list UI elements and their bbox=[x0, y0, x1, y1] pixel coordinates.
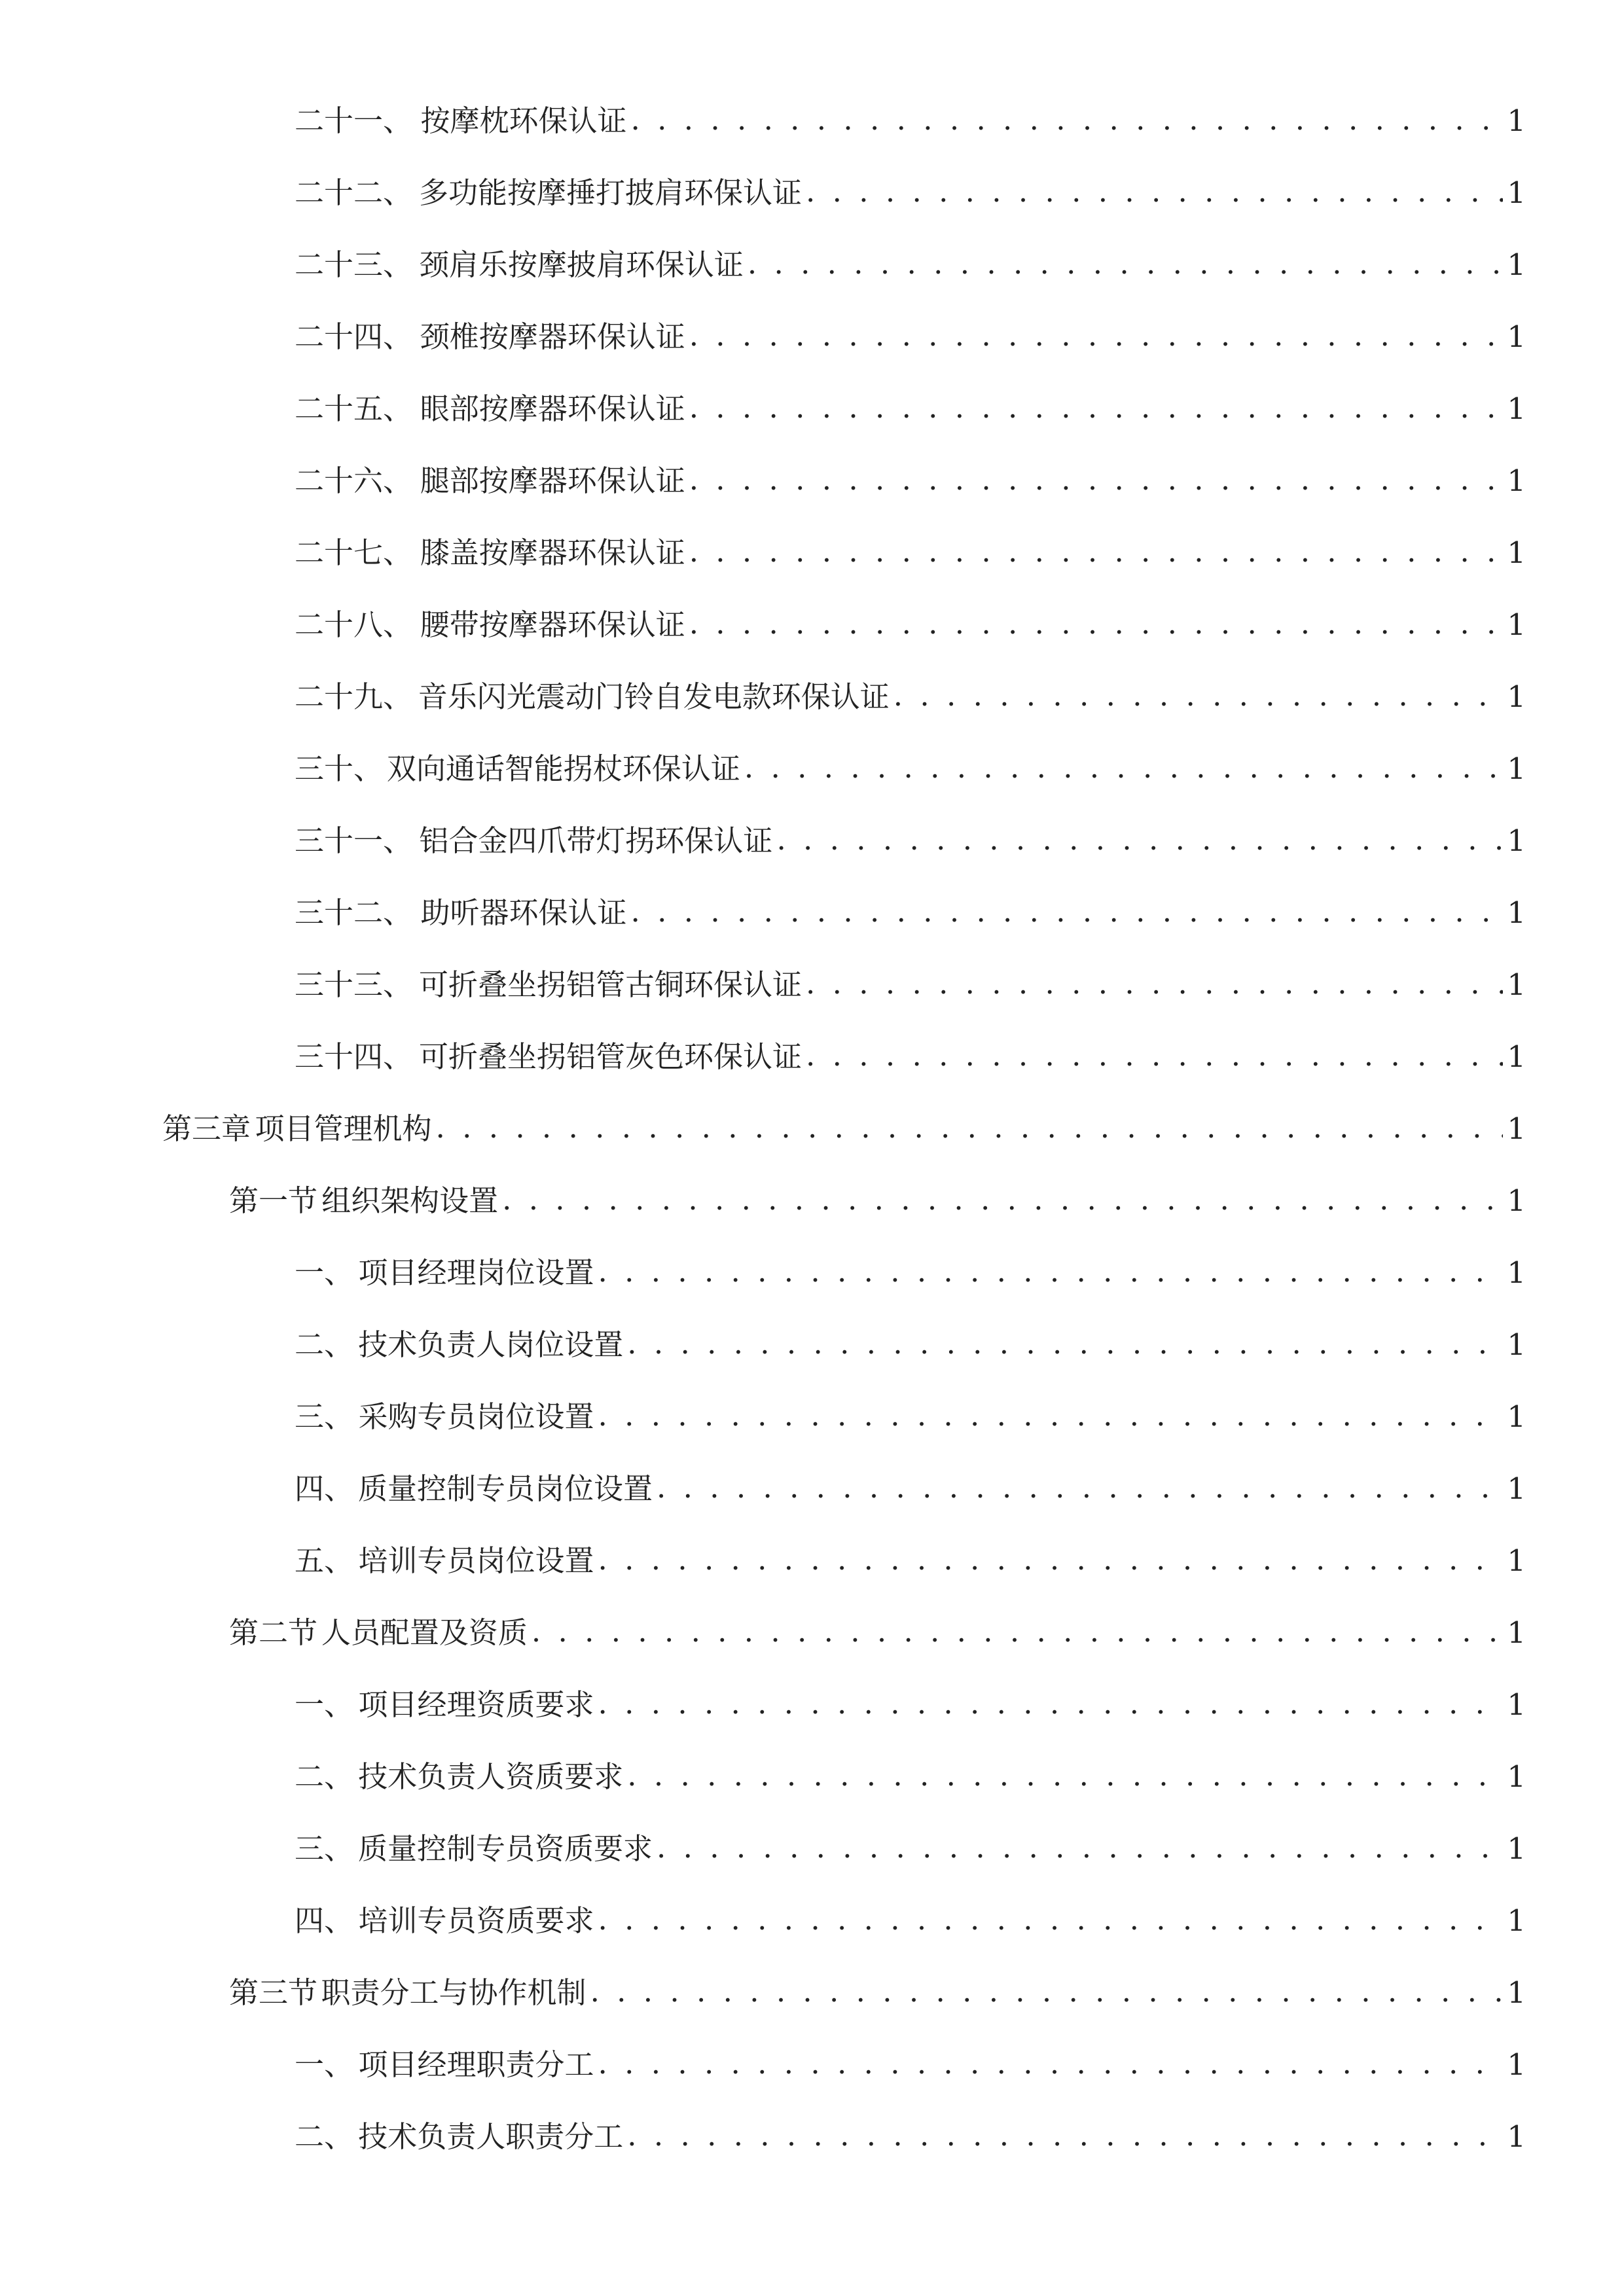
toc-leader-dots bbox=[689, 313, 1504, 359]
toc-entry[interactable] bbox=[295, 98, 1624, 144]
toc-leader-dots bbox=[436, 1105, 1504, 1151]
toc-entry-number: 三十三、 bbox=[295, 967, 413, 1002]
toc-leader-dots bbox=[689, 457, 1504, 503]
toc-entry-page: 1 bbox=[1507, 1543, 1526, 1578]
toc-entry-page: 1 bbox=[1507, 679, 1526, 714]
toc-entry[interactable] bbox=[295, 386, 1624, 432]
toc-entry-title: 组织架构设置 bbox=[321, 1183, 499, 1218]
toc-entry-page: 1 bbox=[1507, 247, 1526, 282]
toc-entry[interactable] bbox=[295, 1754, 1624, 1800]
toc-entry-number: 一、 bbox=[295, 1255, 354, 1290]
toc-entry-title: 膝盖按摩器环保认证 bbox=[420, 535, 685, 570]
toc-entry-title: 眼部按摩器环保认证 bbox=[420, 391, 685, 426]
toc-leader-dots bbox=[657, 1825, 1503, 1871]
toc-entry-title: 可折叠坐拐铝管灰色环保认证 bbox=[419, 1039, 803, 1074]
toc-leader-dots bbox=[598, 2041, 1504, 2087]
toc-leader-dots bbox=[744, 745, 1503, 791]
toc-leader-dots bbox=[689, 529, 1504, 575]
toc-entry-page: 1 bbox=[1507, 175, 1526, 210]
toc-entry-number: 三、 bbox=[295, 1831, 354, 1866]
toc-entry-page: 1 bbox=[1507, 1255, 1526, 1290]
toc-entry-title: 按摩枕环保认证 bbox=[420, 103, 627, 138]
toc-leader-dots bbox=[532, 1609, 1503, 1655]
toc-entry-page: 1 bbox=[1507, 1759, 1526, 1794]
toc-entry-number: 四、 bbox=[295, 1903, 354, 1938]
toc-leader-dots bbox=[627, 1321, 1503, 1367]
toc-entry-title: 质量控制专员资质要求 bbox=[358, 1831, 653, 1866]
toc-entry-number: 二十六、 bbox=[295, 463, 413, 498]
toc-entry-page: 1 bbox=[1507, 823, 1526, 858]
toc-leader-dots bbox=[627, 1753, 1503, 1799]
toc-entry-title: 腰带按摩器环保认证 bbox=[420, 607, 685, 642]
toc-entry[interactable] bbox=[295, 962, 1624, 1008]
toc-entry[interactable] bbox=[295, 1898, 1624, 1944]
toc-leader-dots bbox=[806, 1033, 1503, 1079]
toc-leader-dots bbox=[657, 1465, 1503, 1511]
toc-leader-dots bbox=[631, 889, 1504, 935]
toc-entry-title: 铝合金四爪带灯拐环保认证 bbox=[419, 823, 773, 858]
toc-entry[interactable] bbox=[295, 1250, 1624, 1296]
toc-entry[interactable] bbox=[295, 314, 1624, 360]
toc-entry-page: 1 bbox=[1507, 391, 1526, 426]
toc-entry-title: 技术负责人岗位设置 bbox=[358, 1327, 624, 1362]
toc-entry[interactable] bbox=[295, 1826, 1624, 1872]
toc-entry-page: 1 bbox=[1507, 751, 1526, 786]
toc-entry-number: 二十九、 bbox=[295, 679, 413, 714]
toc-entry-number: 五、 bbox=[295, 1543, 354, 1578]
toc-leader-dots bbox=[689, 385, 1504, 431]
toc-entry-page: 1 bbox=[1507, 1687, 1526, 1722]
toc-entry-number: 二十三、 bbox=[295, 247, 413, 282]
toc-entry[interactable] bbox=[295, 602, 1624, 648]
toc-entry-number: 三十四、 bbox=[295, 1039, 413, 1074]
toc-entry-page: 1 bbox=[1507, 1327, 1526, 1362]
toc-entry[interactable] bbox=[295, 1538, 1624, 1584]
toc-entry-title: 采购专员岗位设置 bbox=[358, 1399, 594, 1434]
toc-entry-title: 技术负责人职责分工 bbox=[358, 2119, 624, 2154]
toc-entry-title: 项目经理职责分工 bbox=[358, 2047, 594, 2082]
toc-entry-title: 培训专员岗位设置 bbox=[358, 1543, 594, 1578]
toc-entry-title: 项目经理资质要求 bbox=[358, 1687, 594, 1722]
toc-entry[interactable] bbox=[295, 1322, 1624, 1368]
toc-entry-number: 三十、 bbox=[295, 751, 384, 786]
toc-entry[interactable] bbox=[295, 674, 1624, 720]
toc-entry-page: 1 bbox=[1507, 535, 1526, 570]
toc-leader-dots bbox=[598, 1393, 1504, 1439]
toc-entry[interactable] bbox=[295, 530, 1624, 576]
toc-entry-title: 音乐闪光震动门铃自发电款环保认证 bbox=[418, 679, 890, 714]
toc-entry[interactable] bbox=[295, 458, 1624, 504]
toc-entry-number: 一、 bbox=[295, 1687, 354, 1722]
toc-entry-page: 1 bbox=[1507, 2119, 1526, 2154]
toc-leader-dots bbox=[598, 1681, 1504, 1727]
toc-entry-page: 1 bbox=[1507, 1183, 1526, 1218]
toc-entry-page: 1 bbox=[1507, 895, 1526, 930]
toc-entry-title: 项目经理岗位设置 bbox=[358, 1255, 594, 1290]
toc-leader-dots bbox=[776, 817, 1503, 863]
toc-entry[interactable] bbox=[295, 890, 1624, 936]
toc-entry-title: 腿部按摩器环保认证 bbox=[420, 463, 685, 498]
toc-entry-page: 1 bbox=[1507, 1111, 1526, 1146]
toc-entry-page: 1 bbox=[1507, 1831, 1526, 1866]
toc-entry-title: 培训专员资质要求 bbox=[358, 1903, 594, 1938]
toc-entry-number: 三十二、 bbox=[295, 895, 413, 930]
toc-entry-number: 二十一、 bbox=[295, 103, 413, 138]
toc-entry-title: 技术负责人资质要求 bbox=[358, 1759, 624, 1794]
toc-entry-page: 1 bbox=[1507, 1615, 1526, 1650]
toc-leader-dots bbox=[502, 1177, 1503, 1223]
toc-entry[interactable] bbox=[295, 2042, 1624, 2088]
toc-entry-page: 1 bbox=[1507, 103, 1526, 138]
toc-entry-page: 1 bbox=[1507, 967, 1526, 1002]
toc-leader-dots bbox=[598, 1537, 1504, 1583]
toc-entry-number: 二、 bbox=[295, 1327, 354, 1362]
toc-entry-number: 三十一、 bbox=[295, 823, 413, 858]
toc-entry-title: 项目管理机构 bbox=[255, 1111, 432, 1146]
toc-leader-dots bbox=[627, 2113, 1503, 2159]
toc-entry-page: 1 bbox=[1507, 1039, 1526, 1074]
toc-entry-number: 二、 bbox=[295, 1759, 354, 1794]
toc-entry[interactable] bbox=[295, 1034, 1624, 1080]
toc-entry-number: 二十八、 bbox=[295, 607, 413, 642]
toc-section-entry[interactable] bbox=[229, 1178, 1624, 1224]
toc-entry[interactable] bbox=[295, 2114, 1624, 2160]
toc-entry-number: 二十五、 bbox=[295, 391, 413, 426]
toc-entry[interactable] bbox=[295, 818, 1624, 864]
toc-entry-number: 第三章 bbox=[162, 1111, 251, 1146]
toc-entry-title: 质量控制专员岗位设置 bbox=[358, 1471, 653, 1506]
toc-leader-dots bbox=[598, 1249, 1504, 1295]
toc-entry-title: 双向通话智能拐杖环保认证 bbox=[386, 751, 740, 786]
toc-entry[interactable] bbox=[295, 170, 1624, 216]
toc-entry-page: 1 bbox=[1507, 319, 1526, 354]
toc-chapter-entry[interactable] bbox=[162, 1106, 1624, 1152]
toc-entry-title: 职责分工与协作机制 bbox=[321, 1975, 586, 2010]
toc-entry-title: 颈肩乐按摩披肩环保认证 bbox=[419, 247, 744, 282]
toc-entry-page: 1 bbox=[1507, 1471, 1526, 1506]
toc-leader-dots bbox=[806, 169, 1503, 215]
toc-entry-page: 1 bbox=[1507, 1975, 1526, 2010]
toc-entry-title: 可折叠坐拐铝管古铜环保认证 bbox=[419, 967, 803, 1002]
toc-entry-number: 二十七、 bbox=[295, 535, 413, 570]
toc-entry-number: 二、 bbox=[295, 2119, 354, 2154]
toc-entry[interactable] bbox=[295, 1394, 1624, 1440]
toc-entry[interactable] bbox=[295, 1682, 1624, 1728]
toc-leader-dots bbox=[590, 1969, 1504, 2015]
toc-entry[interactable] bbox=[295, 1466, 1624, 1512]
toc-entry-number: 二十四、 bbox=[295, 319, 413, 354]
toc-entry-page: 1 bbox=[1507, 2047, 1526, 2082]
toc-entry-number: 四、 bbox=[295, 1471, 354, 1506]
toc-leader-dots bbox=[893, 673, 1504, 719]
toc-entry-number: 二十二、 bbox=[295, 175, 413, 210]
toc-section-entry[interactable] bbox=[229, 1970, 1624, 2016]
toc-entry-title: 助听器环保认证 bbox=[420, 895, 627, 930]
toc-entry[interactable] bbox=[295, 242, 1624, 288]
toc-entry-number: 第一节 bbox=[229, 1183, 318, 1218]
toc-entry-number: 三、 bbox=[295, 1399, 354, 1434]
toc-entry[interactable] bbox=[295, 746, 1624, 792]
toc-leader-dots bbox=[806, 961, 1503, 1007]
toc-entry-title: 颈椎按摩器环保认证 bbox=[420, 319, 685, 354]
toc-entry-page: 1 bbox=[1507, 607, 1526, 642]
toc-entry-page: 1 bbox=[1507, 1903, 1526, 1938]
toc-entry-page: 1 bbox=[1507, 1399, 1526, 1434]
toc-leader-dots bbox=[598, 1897, 1504, 1943]
toc-leader-dots bbox=[748, 241, 1504, 287]
toc-entry-number: 第三节 bbox=[229, 1975, 318, 2010]
toc-entry-page: 1 bbox=[1507, 463, 1526, 498]
toc-leader-dots bbox=[631, 97, 1504, 143]
toc-entry-title: 多功能按摩捶打披肩环保认证 bbox=[419, 175, 803, 210]
toc-section-entry[interactable] bbox=[229, 1610, 1624, 1656]
toc-leader-dots bbox=[689, 601, 1504, 647]
toc-entry-title: 人员配置及资质 bbox=[321, 1615, 528, 1650]
toc-entry-number: 第二节 bbox=[229, 1615, 318, 1650]
toc-entry-number: 一、 bbox=[295, 2047, 354, 2082]
